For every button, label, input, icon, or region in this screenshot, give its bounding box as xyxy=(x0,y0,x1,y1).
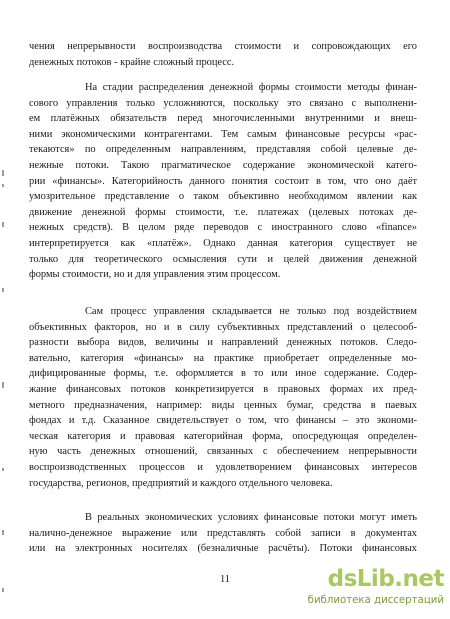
text-line: дифицированные формы, т.е. оформляется в то или иное содержание. Содер- xyxy=(29,368,417,380)
text-line: движение денежной формы стоимости, т.е. платежах (целевых потоках де- xyxy=(29,206,417,218)
dslib-watermark xyxy=(300,566,446,612)
paragraph-4 xyxy=(29,510,417,557)
text-line: разности выбора видов, величины и направлений денежных потоков. Следо- xyxy=(29,337,417,349)
watermark-logo: dsLib.net xyxy=(327,566,444,592)
text-line: или на электронных носителях (безналичные расчёты). Потоки финансовых xyxy=(29,543,417,555)
text-line: Сам процесс управления складывается не только под воздействием xyxy=(85,306,417,317)
text-line: ческая категория и правовая категорийная форма, опосредующая определен- xyxy=(29,430,417,442)
text-line: умозрительное представление о таком объективно необходимом явлении как xyxy=(29,191,417,203)
text-line: метного предназначения, например: виды ценных бумаг, средства в паевых xyxy=(29,399,417,411)
text-line: воспроизводственных процессов и удовлетворением финансовых интересов xyxy=(29,461,417,473)
text-line: нежные потоки. Такою прагматическое содержание экономической катего- xyxy=(29,159,417,171)
text-line: ем платёжных обязательств перед многочисленными внутренними и внеш- xyxy=(29,113,417,125)
text-line: только для теоретического осмысления сути и целей движения денежной xyxy=(29,253,417,265)
text-line: текаются» по определенным направлениям, представляя собой целевые де- xyxy=(29,144,417,156)
text-line: сового управления только усложняются, поскольку это связано с выполнени- xyxy=(29,97,417,109)
text-line: фондах и т.д. Сказанное свидетельствует о том, что финансы – это экономи- xyxy=(29,415,417,427)
paragraph-3 xyxy=(29,304,417,491)
text-line: чения непрерывности воспроизводства стоимости и сопровождающих его xyxy=(29,41,417,52)
text-line: жание финансовых потоков конкретизируется в правовых формах их пред- xyxy=(29,383,417,395)
text-line: В реальных экономических условиях финансовые потоки могут иметь xyxy=(85,512,417,523)
paragraph-1 xyxy=(29,39,417,70)
text-line: рии «финансы». Категорийность данного понятия состоит в том, что оно даёт xyxy=(29,175,417,187)
text-line: формы стоимости, но и для управления этим процессом. xyxy=(29,269,281,281)
page-number: 11 xyxy=(219,574,230,585)
text-line: государства, регионов, предприятий и каждого отдельного человека. xyxy=(29,477,333,489)
text-line: денежных потоков - крайне сложный процесс. xyxy=(29,56,235,68)
text-line: объективных факторов, но и в силу субъективных представлений о целесооб- xyxy=(29,321,417,333)
text-line: ними экономическими контрагентами. Тем самым финансовые ресурсы «рас- xyxy=(29,128,417,140)
paragraph-2 xyxy=(29,80,417,283)
text-line: нежных средств). В целом ряде переводов с иностранного слово «finance» xyxy=(29,222,417,234)
scan-margin-marks xyxy=(2,170,8,610)
watermark-tagline: библиотека диссертаций xyxy=(307,595,444,606)
text-line: вательно, категория «финансы» на практике приобретает определенные мо- xyxy=(29,352,417,364)
text-line: интерпретируется как «платёж». Однако данная категория существует не xyxy=(29,237,417,249)
text-line: налично-денежное выражение или представлять собой записи в документах xyxy=(29,527,417,539)
text-line: На стадии распределения денежной формы стоимости методы финан- xyxy=(85,82,417,93)
text-line: ную часть денежных отношений, связанных с обеспечением непрерывности xyxy=(29,446,417,458)
